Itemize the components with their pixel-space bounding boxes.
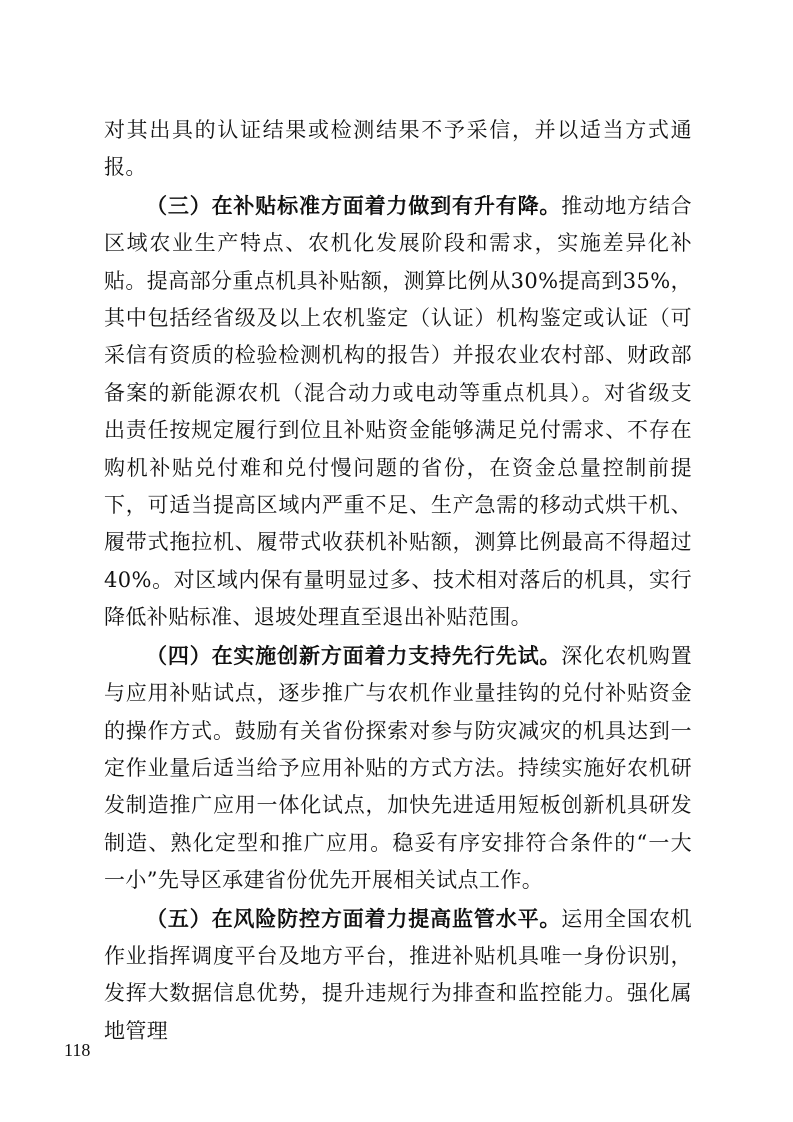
paragraph-subsidy-standard — [104, 187, 692, 637]
paragraph-innovation — [104, 637, 692, 900]
section-heading-innovation: （四）在实施创新方面着力支持先行先试。 — [146, 642, 562, 668]
paragraph-risk-control — [104, 900, 692, 1051]
document-body — [104, 112, 692, 1050]
paragraph-text: 深化农机购置与应用补贴试点，逐步推广与农机作业量挂钩的兑付补贴资金的操作方式。鼓励有关省份探索对参与防灾减灾的机具达到一定作业量后适当给予应用补贴的方式方法。持续实施好农机研发制造推广应用一体化试点，加快先进适用短板创新机具研发制造、熟化定型和推广应用。稳妥有序安排符合条件的“一大一小”先导区承建省份优先开展相关试点工作。 — [104, 643, 692, 893]
paragraph-text: 对其出具的认证结果或检测结果不予采信，并以适当方式通报。 — [104, 118, 692, 180]
paragraph-text: 运用全国农机作业指挥调度平台及地方平台，推进补贴机具唯一身份识别，发挥大数据信息优势，提升违规行为排查和监控能力。强化属地管理 — [104, 906, 692, 1043]
section-heading-risk-control: （五）在风险防控方面着力提高监管水平。 — [146, 905, 562, 931]
page-number: 118 — [64, 1040, 91, 1060]
paragraph-text: 推动地方结合区域农业生产特点、农机化发展阶段和需求，实施差异化补贴。提高部分重点机具补贴额，测算比例从30%提高到35%，其中包括经省级及以上农机鉴定（认证）机构鉴定或认证（可采信有资质的检验检测机构的报告）并报农业农村部、财政部备案的新能源农机（混合动力或电动等重点机具）。对省级支出责任按规定履行到位且补贴资金能够满足兑付需求、不存在购机补贴兑付难和兑付慢问题的省份，在资金总量控制前提下，可适当提高区域内严重不足、生产急需的移动式烘干机、履带式拖拉机、履带式收获机补贴额，测算比例最高不得超过40%。对区域内保有量明显过多、技术相对落后的机具，实行降低补贴标准、退坡处理直至退出补贴范围。 — [104, 193, 692, 630]
paragraph-continuation — [104, 112, 692, 187]
section-heading-subsidy-standard: （三）在补贴标准方面着力做到有升有降。 — [146, 192, 562, 218]
